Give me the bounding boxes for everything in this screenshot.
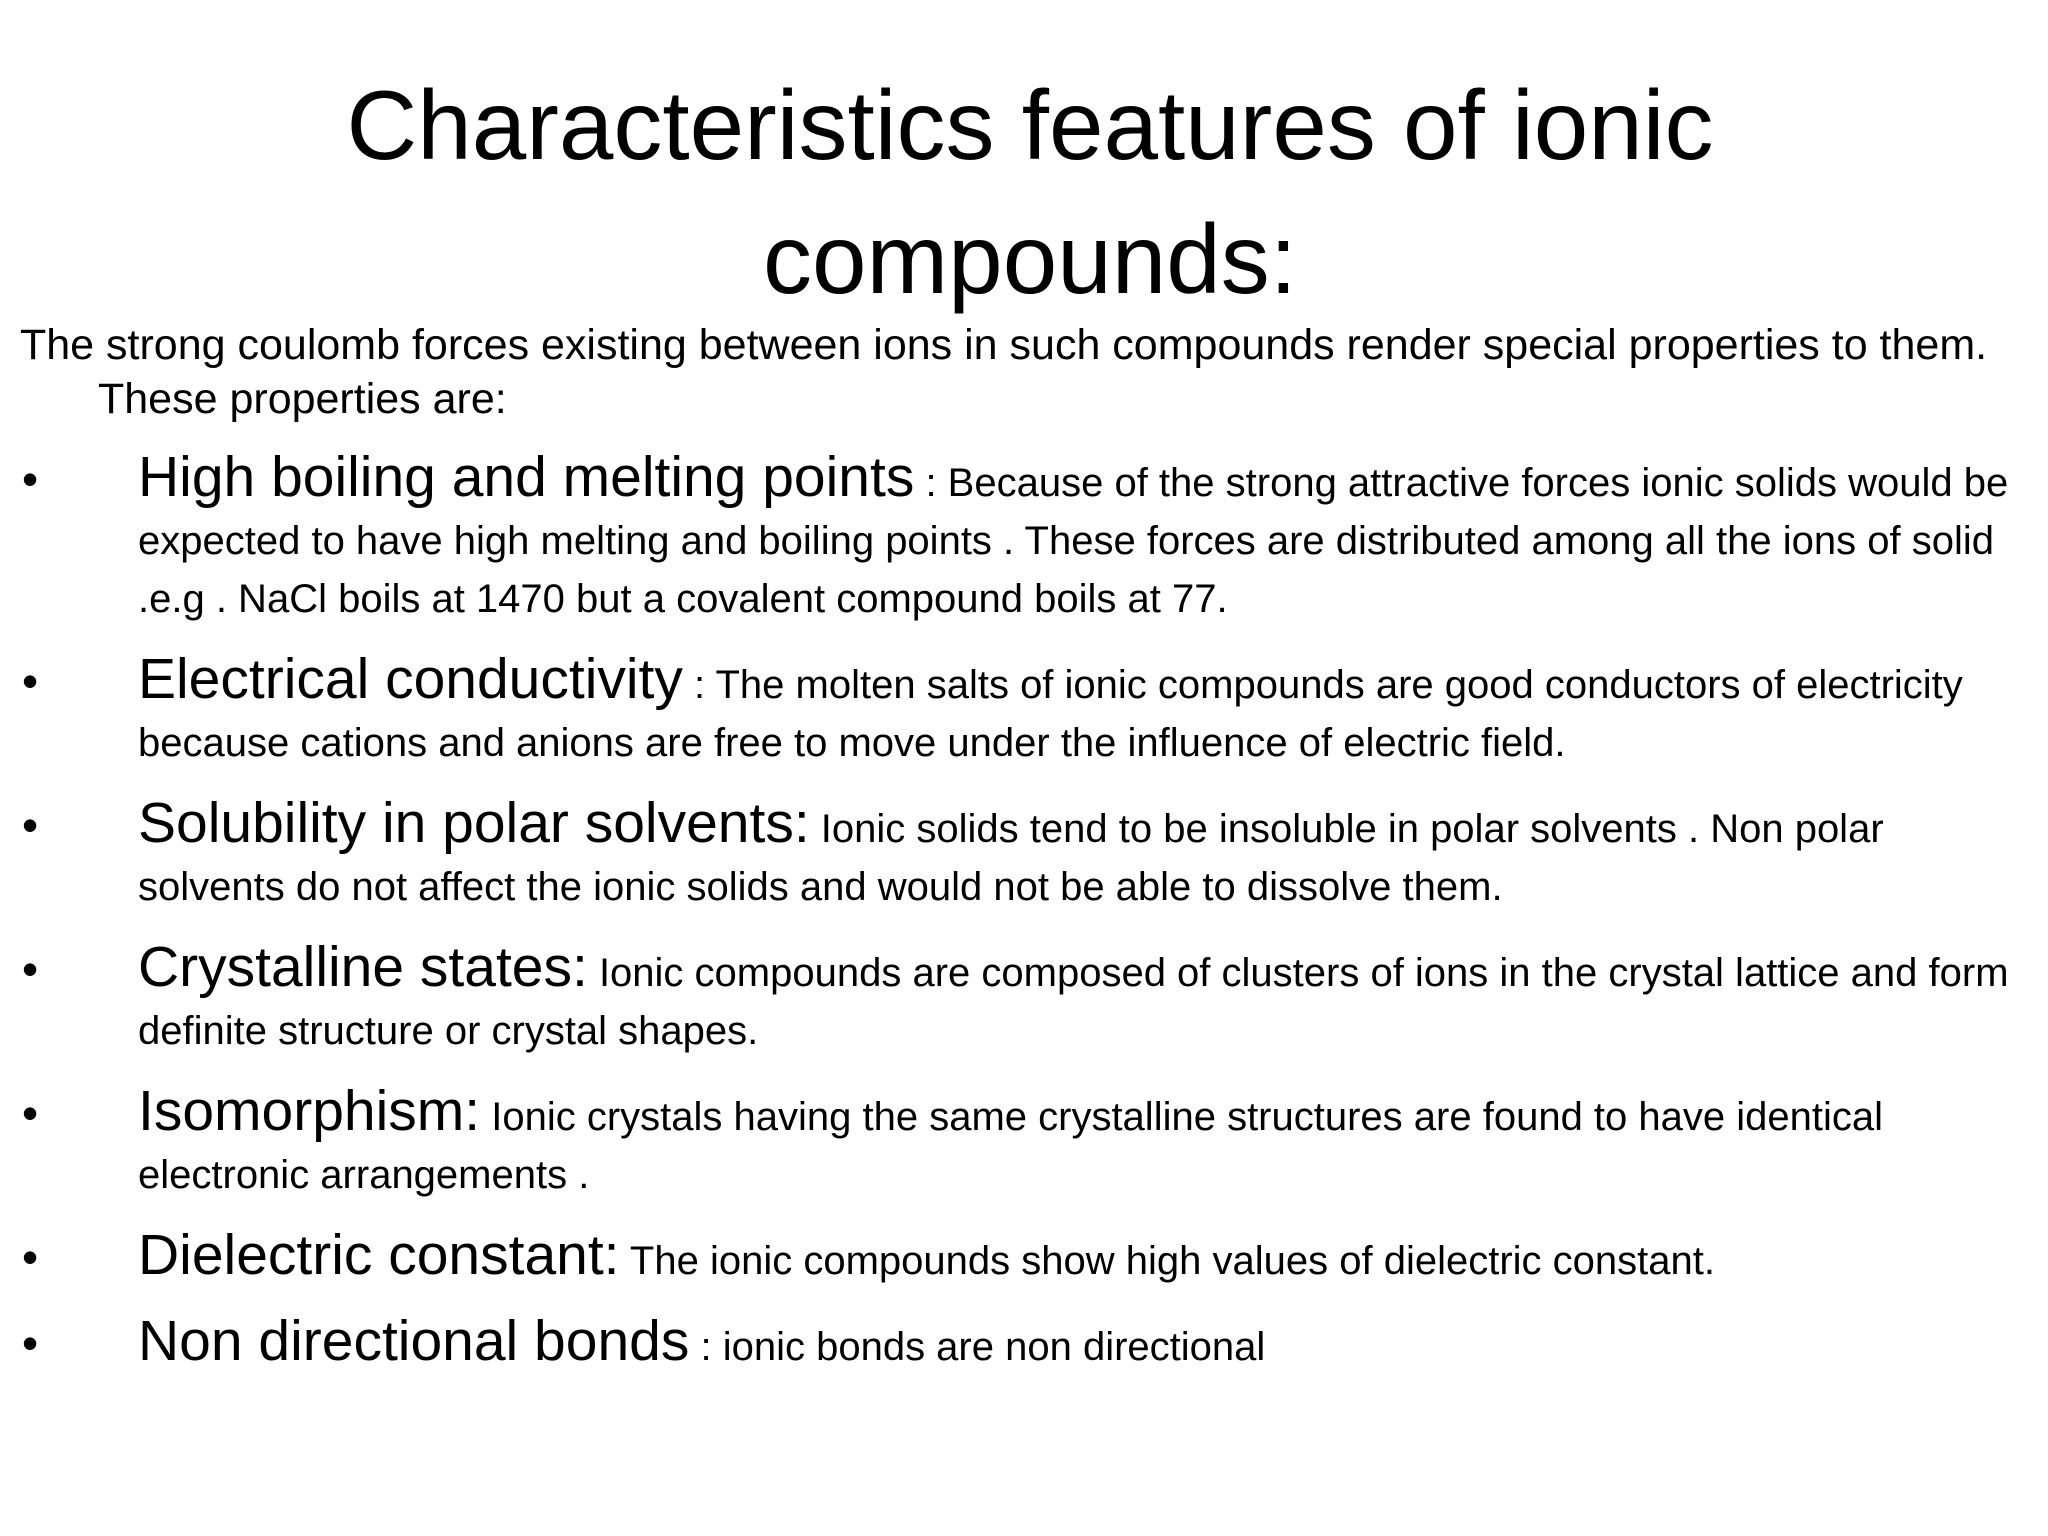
item-heading: Electrical conductivity (138, 647, 683, 711)
properties-list (0, 445, 2048, 1398)
item-text: : The molten salts of ionic compounds are good conductors of electricity because cations and anions are free to move under the influence of electric field. (138, 663, 1963, 765)
list-item (0, 647, 2040, 772)
bullet-icon: • (22, 943, 39, 995)
item-heading: High boiling and melting points (138, 445, 915, 509)
list-item (0, 1223, 2040, 1290)
bullet-icon: • (22, 1231, 39, 1283)
list-item (0, 935, 2040, 1060)
item-text: Ionic crystals having the same crystalline structures are found to have identical electronic arrangements . (138, 1095, 1884, 1197)
item-text: : ionic bonds are non directional (689, 1325, 1266, 1369)
item-heading: Dielectric constant: (138, 1223, 620, 1287)
item-heading: Solubility in polar solvents: (138, 791, 810, 855)
list-item (0, 445, 2040, 628)
bullet-icon: • (22, 1087, 39, 1139)
list-item (0, 1079, 2040, 1204)
item-heading: Crystalline states: (138, 935, 588, 999)
list-item (0, 791, 2040, 916)
bullet-icon: • (22, 1317, 39, 1369)
item-text: Ionic compounds are composed of clusters of ions in the crystal lattice and form definite structure or crystal shapes. (138, 951, 2009, 1053)
slide-title: Characteristics features of ionic compounds: (346, 70, 1714, 314)
item-text: Ionic solids tend to be insoluble in polar solvents . Non polar solvents do not affect the ionic solids and would not be able to dissolve them. (138, 807, 1884, 909)
item-heading: Non directional bonds (138, 1309, 690, 1373)
bullet-icon: • (22, 453, 39, 505)
bullet-icon: • (22, 655, 39, 707)
intro-paragraph: The strong coulomb forces existing between ions in such compounds render special properties to them. These properties are: (20, 321, 1988, 423)
list-item (0, 1309, 2040, 1376)
bullet-icon: • (22, 799, 39, 851)
item-heading: Isomorphism: (138, 1079, 481, 1143)
item-text: : Because of the strong attractive forces ionic solids would be expected to have high melting and boiling points . These forces are distributed among all the ions of solid .e.g . NaCl boils at 1470 but a covalent compound boils at 77. (138, 461, 2009, 621)
item-text: The ionic compounds show high values of dielectric constant. (619, 1239, 1715, 1283)
